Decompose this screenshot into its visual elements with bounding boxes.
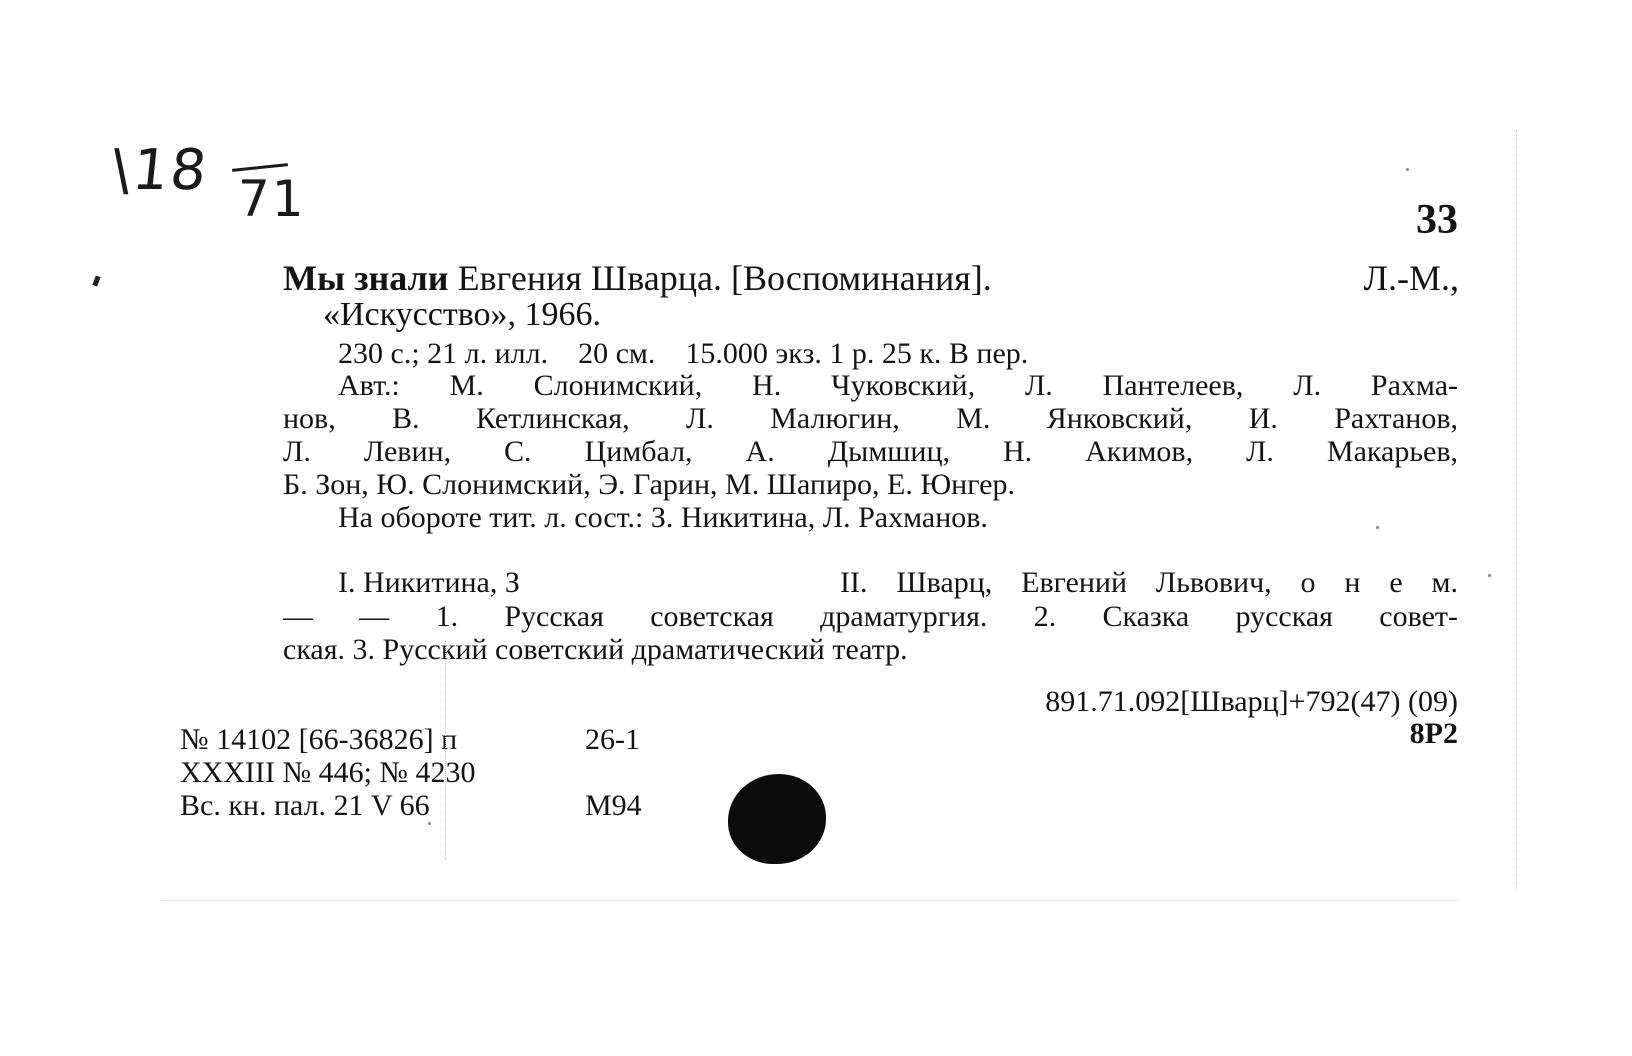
added-entry-first: I. Никитина, З	[338, 566, 520, 599]
handwritten-number: 71	[238, 170, 306, 228]
class-code: 8Р2	[1409, 717, 1458, 750]
title-rest: Евгения Шварца. [Воспоминания].	[448, 258, 992, 298]
added-entry-second: II. Шварц, Евгений Львович, о н е м.	[840, 566, 1458, 599]
classification-number: 891.71.092[Шварц]+792(47) (09)	[1045, 685, 1458, 718]
accession-line	[180, 757, 476, 789]
ink-blot	[728, 774, 826, 864]
title-line	[283, 258, 1459, 298]
title-bold: Мы знали	[283, 258, 449, 298]
authors-line: нов, В. Кетлинская, Л. Малюгин, М. Янковский, И. Рахтанов,	[283, 402, 1458, 435]
accession-left: XXXIII № 446; № 4230	[180, 756, 476, 789]
subject-line: ская. 3. Русский советский драматический театр.	[283, 633, 908, 666]
scan-speck	[1406, 168, 1409, 171]
scan-noise-line	[1516, 130, 1517, 890]
scan-noise-line	[160, 900, 1460, 901]
ink-mark	[92, 275, 100, 286]
accession-line	[180, 723, 640, 756]
scan-speck	[1376, 526, 1379, 529]
authors-line: Авт.: М. Слонимский, Н. Чуковский, Л. Пантелеев, Л. Рахма-	[338, 369, 1458, 402]
accession-line	[180, 789, 642, 822]
scan-speck	[1488, 574, 1491, 577]
accession-left: № 14102 [66-36826] п	[180, 723, 458, 756]
authors-line: Л. Левин, С. Цимбал, А. Дымшиц, Н. Акимов, Л. Макарьев,	[283, 435, 1458, 468]
physical-description: 230 с.; 21 л. илл. 20 см. 15.000 экз. 1 р. 25 к. В пер.	[338, 337, 1029, 370]
handwritten-shelf-mark: \18	[108, 138, 212, 203]
accession-right: М94	[585, 789, 642, 822]
accession-right: 26-1	[585, 723, 640, 756]
compilers-note: На обороте тит. л. сост.: З. Никитина, Л. Рахманов.	[338, 501, 988, 534]
scan-noise-line	[445, 640, 446, 860]
accession-left: Вс. кн. пал. 21 V 66	[180, 789, 430, 822]
card-number: 33	[1416, 197, 1458, 243]
publication-place: Л.-М.,	[1363, 258, 1459, 298]
scan-speck	[428, 822, 431, 825]
authors-line: Б. Зон, Ю. Слонимский, Э. Гарин, М. Шапиро, Е. Юнгер.	[283, 468, 1015, 501]
publisher-line: «Искусство», 1966.	[323, 296, 602, 333]
subject-line: — — 1. Русская советская драматургия. 2. Сказка русская совет-	[283, 600, 1458, 633]
